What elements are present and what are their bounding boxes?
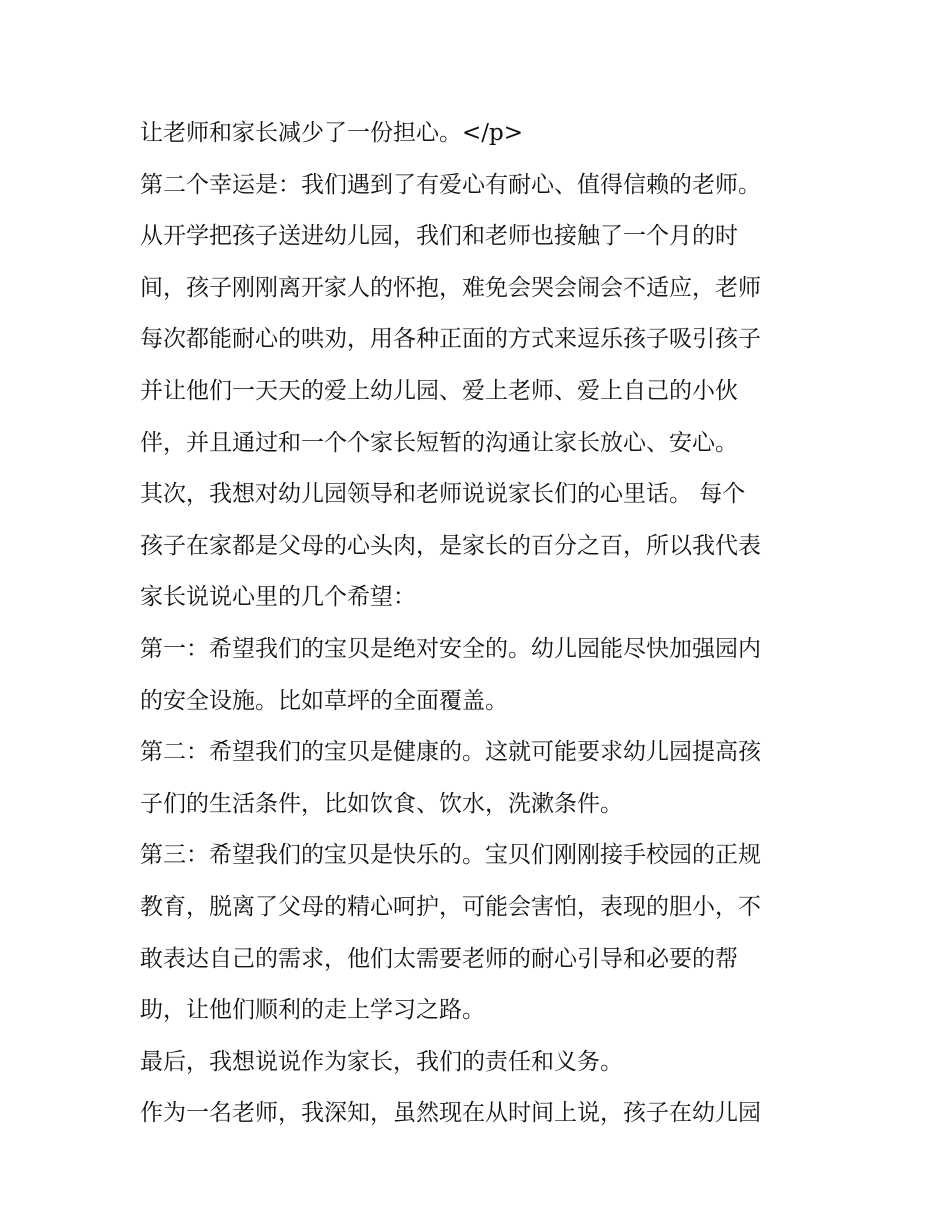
text-line: 间，孩子刚刚离开家人的怀抱，难免会哭会闹会不适应，老师 (140, 274, 761, 301)
text-line: 教育，脱离了父母的精心呵护，可能会害怕，表现的胆小，不 (140, 893, 761, 920)
text-line: 家长说说心里的几个希望： (140, 584, 416, 611)
text-line: 每次都能耐心的哄劝，用各种正面的方式来逗乐孩子吸引孩子 (140, 326, 761, 353)
text-line: 第一：希望我们的宝贝是绝对安全的。幼儿园能尽快加强园内 (140, 635, 761, 662)
text-line: 助，让他们顺利的走上学习之路。 (140, 997, 485, 1024)
text-line: 第二个幸运是：我们遇到了有爱心有耐心、值得信赖的老师。 (140, 171, 761, 198)
text-line: 并让他们一天天的爱上幼儿园、爱上老师、爱上自己的小伙 (140, 377, 738, 404)
text-line: 从开学把孩子送进幼儿园，我们和老师也接触了一个月的时 (140, 223, 738, 250)
text-line: 让老师和家长减少了一份担心。</p> (140, 120, 524, 146)
text-line: 作为一名老师，我深知，虽然现在从时间上说，孩子在幼儿园 (140, 1100, 761, 1127)
document-body (140, 108, 820, 1140)
text-line: 其次，我想对幼儿园领导和老师说说家长们的心里话。 每个 (140, 481, 746, 508)
text-line: 最后，我想说说作为家长，我们的责任和义务。 (140, 1048, 623, 1075)
text-line: 第二：希望我们的宝贝是健康的。这就可能要求幼儿园提高孩 (140, 739, 761, 766)
text-line: 的安全设施。比如草坪的全面覆盖。 (140, 687, 508, 714)
text-line: 第三：希望我们的宝贝是快乐的。宝贝们刚刚接手校园的正规 (140, 842, 761, 869)
text-line: 敢表达自己的需求，他们太需要老师的耐心引导和必要的帮 (140, 945, 738, 972)
text-line: 子们的生活条件，比如饮食、饮水，洗漱条件。 (140, 790, 623, 817)
text-line: 孩子在家都是父母的心头肉，是家长的百分之百，所以我代表 (140, 532, 761, 559)
text-line: 伴，并且通过和一个个家长短暂的沟通让家长放心、安心。 (140, 429, 738, 456)
